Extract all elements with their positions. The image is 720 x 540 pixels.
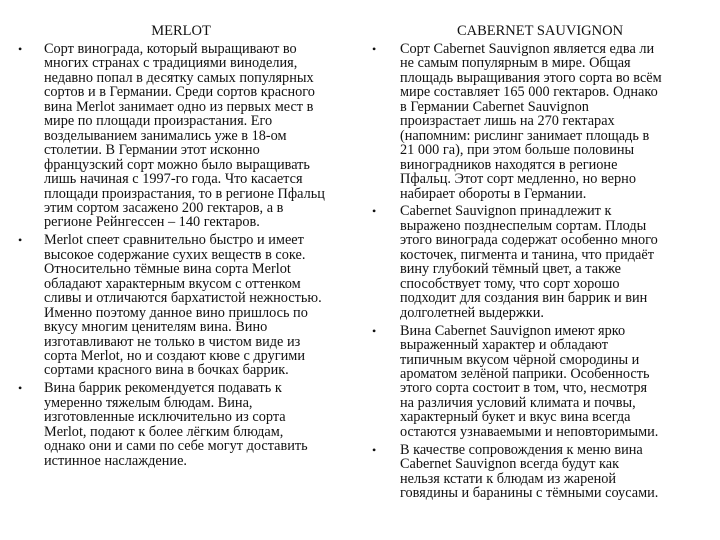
text-line: сорта Merlot, но и создают кюве с другими — [44, 348, 306, 365]
text-line: Cabernet Sauvignon принадлежит к — [400, 203, 612, 220]
paragraph-text — [44, 42, 360, 230]
text-line: обладают характерным вкусом с оттенком — [44, 275, 301, 292]
text-line: сортами красного вина в бочках баррик. — [44, 362, 289, 379]
text-line: этого винограда содержат особенно много — [400, 232, 658, 249]
text-line: мире по площади произрастания. Его — [44, 113, 273, 130]
text-line: изготовленные исключительно из сорта — [44, 409, 286, 426]
text-line: этим сортом засажено 200 гектаров, а в — [44, 199, 284, 216]
text-line: Вина Cabernet Sauvignon имеют ярко — [400, 322, 626, 339]
paragraph-text — [44, 381, 360, 468]
text-line: в Германии Cabernet Sauvignon — [400, 98, 589, 115]
text-line: на различия условий климата и почвы, — [400, 394, 636, 411]
text-line: истинное наслаждение. — [44, 452, 187, 469]
text-line: 21 000 га), при этом больше половины — [400, 142, 635, 159]
bullet-icon: • — [372, 42, 377, 56]
text-line: французский сорт можно было выращивать — [44, 156, 310, 173]
text-line: (напомним: рислинг занимает площадь в — [400, 127, 650, 144]
bullet-icon: • — [18, 381, 23, 396]
text-line: типичным вкусом чёрной смородины и — [400, 351, 640, 368]
bullet-paragraph — [360, 42, 720, 201]
text-line: лишь начиная с 1997-го года. Что касается — [44, 171, 303, 188]
text-line: долголетней выдержки. — [400, 304, 544, 321]
text-line: произрастает лишь на 270 гектарах — [400, 113, 615, 130]
text-line: способствует тому, что сорт хорошо — [400, 275, 620, 292]
text-line: высокое содержание сухих веществ в соке. — [44, 246, 306, 263]
text-line: Сорт Cabernet Sauvignon является едва ли — [400, 41, 655, 57]
text-line: регионе Рейнгессен – 140 гектаров. — [44, 214, 260, 231]
text-line: не самым популярным в мире. Общая — [400, 55, 631, 72]
text-line: ароматом зелёной паприки. Особенность — [400, 365, 650, 382]
merlot-heading: MERLOT — [151, 23, 211, 39]
text-line: Пфальц. Этот сорт медленно, но верно — [400, 171, 636, 188]
cabernet-column — [360, 22, 720, 504]
paragraph-text — [400, 42, 720, 201]
text-line: остаются узнаваемыми и неповторимыми. — [400, 423, 659, 440]
text-line: говядины и баранины с тёмными соусами. — [400, 485, 659, 502]
paragraph-text — [400, 443, 720, 501]
bullet-icon: • — [372, 323, 377, 338]
text-line: нельзя кстати к блюдам из жареной — [400, 470, 617, 487]
bullet-icon: • — [372, 204, 377, 219]
text-line: сливы и отличаются бархатистой нежностью. — [44, 290, 322, 307]
text-line: умеренно тяжелым блюдам. Вина, — [44, 394, 253, 411]
text-line: мире составляет 165 000 гектаров. Однако — [400, 84, 658, 101]
bullet-paragraph — [0, 42, 360, 230]
text-line: многих странах с традициями виноделия, — [44, 55, 298, 72]
text-line: вкусу многим ценителям вина. Вино — [44, 319, 268, 336]
text-line: Сорт винограда, который выращивают во — [44, 41, 297, 57]
bullet-icon: • — [18, 233, 23, 248]
text-line: недавно попал в десятку самых популярных — [44, 69, 314, 86]
text-line: набирает обороты в Германии. — [400, 185, 587, 202]
paragraph-text — [44, 233, 360, 378]
text-line: вину глубокий тёмный цвет, а также — [400, 261, 622, 278]
bullet-icon: • — [372, 442, 377, 457]
bullet-paragraph — [360, 443, 720, 501]
text-line: выражено позднеспелым сортам. Плоды — [400, 217, 647, 234]
text-line: характерный букет и вкус вина всегда — [400, 409, 631, 426]
text-line: изготавливают не только в чистом виде из — [44, 333, 301, 350]
cabernet-bullet-list — [360, 42, 720, 501]
text-line: виноградников находятся в регионе — [400, 156, 618, 173]
text-line: Именно поэтому данное вино пришлось по — [44, 304, 308, 321]
text-line: В качестве сопровождения к меню вина — [400, 441, 643, 458]
text-line: Вина баррик рекомендуется подавать к — [44, 380, 282, 397]
text-line: вина Merlot занимает одно из первых мест в — [44, 98, 314, 115]
text-line: Cabernet Sauvignon всегда будут как — [400, 456, 620, 473]
text-line: возделыванием занимались уже в 18-ом — [44, 127, 287, 144]
text-line: сортов и в Германии. Среди сортов красного — [44, 84, 315, 101]
text-line: Merlot спеет сравнительно быстро и имеет — [44, 232, 304, 249]
text-line: подходит для создания вин баррик и вин — [400, 290, 648, 307]
paragraph-text — [400, 324, 720, 440]
text-line: Merlot, подают к более лёгким блюдам, — [44, 423, 284, 440]
paragraph-text — [400, 204, 720, 320]
cabernet-heading: CABERNET SAUVIGNON — [456, 23, 624, 39]
text-line: однако они и сами по себе могут доставить — [44, 438, 308, 455]
text-line: этого сорта состоит в том, что, несмотря — [400, 380, 648, 397]
bullet-paragraph — [360, 204, 720, 320]
bullet-paragraph — [0, 233, 360, 378]
merlot-bullet-list — [0, 42, 360, 468]
text-line: выраженный характер и обладают — [400, 337, 609, 354]
merlot-column — [0, 22, 360, 472]
bullet-icon: • — [18, 42, 23, 56]
bullet-paragraph — [360, 324, 720, 440]
text-line: площади произрастания, то в регионе Пфальц — [44, 185, 325, 202]
text-line: площадь выращивания этого сорта во всём — [400, 69, 662, 86]
text-line: Относительно тёмные вина сорта Merlot — [44, 261, 291, 278]
text-line: косточек, пигмента и танина, что придаёт — [400, 246, 654, 263]
bullet-paragraph — [0, 381, 360, 468]
text-line: столетии. В Германии этот исконно — [44, 142, 260, 159]
